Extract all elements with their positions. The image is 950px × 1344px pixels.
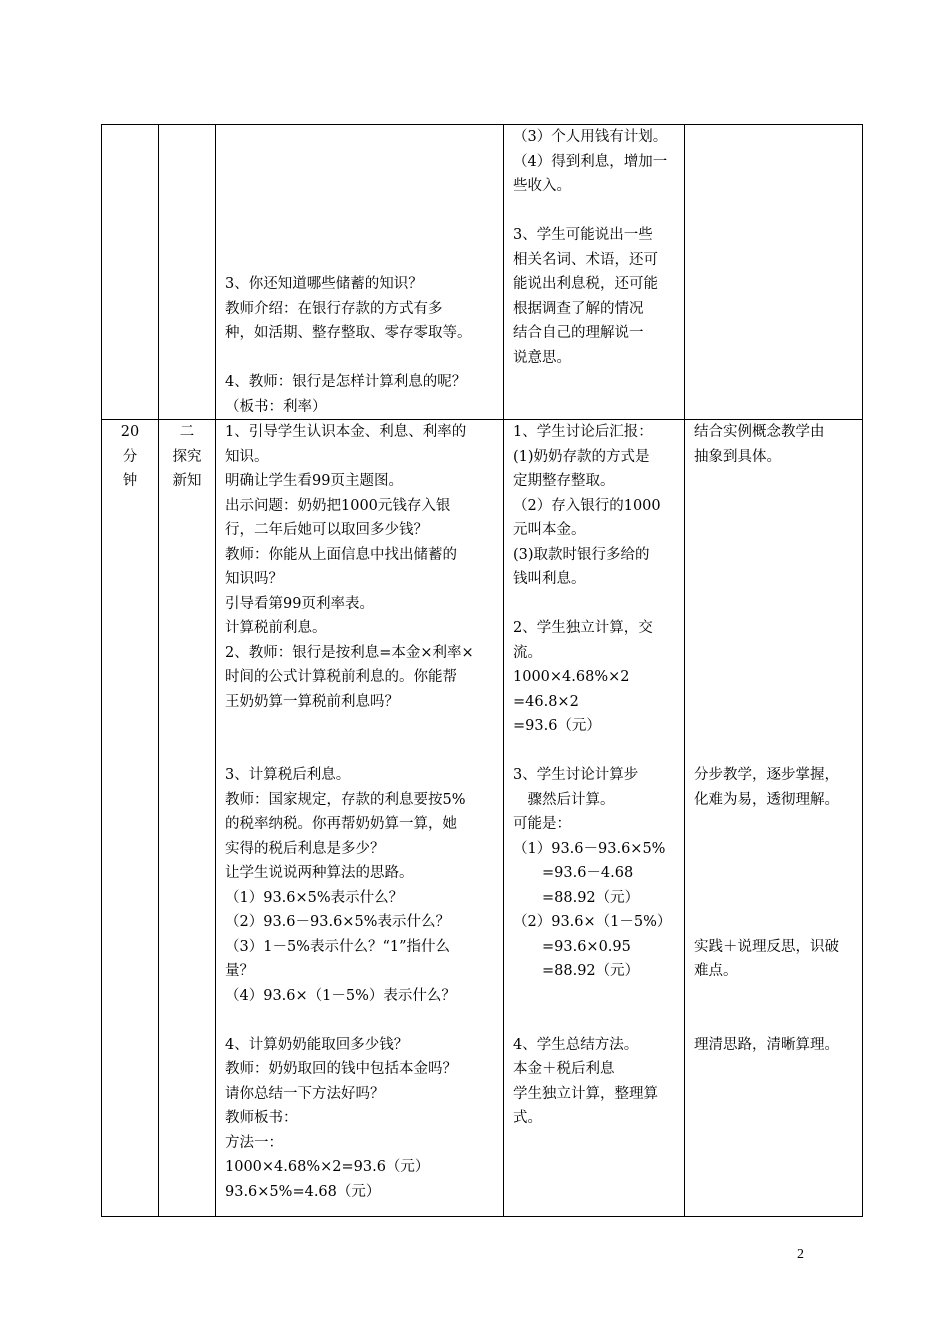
blank-line xyxy=(225,248,498,273)
table-row xyxy=(102,125,863,420)
text-line: 探究 xyxy=(172,448,202,465)
text-line: （1）93.6×5%表示什么？ xyxy=(225,889,404,906)
blank-line xyxy=(225,346,498,371)
text-line: 王奶奶算一算税前利息吗？ xyxy=(225,693,399,710)
stage-cell xyxy=(159,125,216,420)
time-cell xyxy=(102,125,159,420)
text-line: 请你总结一下方法好吗？ xyxy=(225,1085,385,1102)
text-line: 3、计算税后利息。 xyxy=(225,767,351,783)
text-line: （3）1－5%表示什么？“1”指什么 xyxy=(225,938,451,955)
text-line: 二 xyxy=(179,424,195,440)
text-line: 些收入。 xyxy=(513,178,571,194)
blank-line xyxy=(694,1008,857,1033)
text-line: 教师：国家规定，存款的利息要按5% xyxy=(225,791,466,808)
text-line: 计算税前利息。 xyxy=(225,620,327,636)
text-line: 方法一： xyxy=(225,1134,283,1151)
text-line: 量？ xyxy=(225,963,254,979)
blank-line xyxy=(225,125,498,150)
text-line: 结合自己的理解说一 xyxy=(513,325,644,341)
text-line: =88.92（元） xyxy=(513,963,640,979)
text-line: 学生独立计算，整理算 xyxy=(513,1085,658,1102)
text-line: 教师：你能从上面信息中找出储蓄的 xyxy=(225,546,457,563)
blank-line xyxy=(694,518,857,543)
blank-line xyxy=(694,812,857,837)
text-line: 引导看第99页利率表。 xyxy=(225,595,374,612)
text-line: 根据调查了解的情况 xyxy=(513,300,644,317)
text-line: 元叫本金。 xyxy=(513,522,586,538)
text-line: 1、学生讨论后汇报： xyxy=(513,424,653,440)
text-line: 明确让学生看99页主题图。 xyxy=(225,473,403,489)
blank-line xyxy=(694,739,857,764)
blank-line xyxy=(225,199,498,224)
text-line: （板书：利率） xyxy=(225,398,327,415)
text-line: 1、引导学生认识本金、利息、利率的 xyxy=(225,424,467,440)
text-line: (3)取款时银行多给的 xyxy=(513,546,650,563)
blank-line xyxy=(225,150,498,175)
text-line: 的税率纳税。你再帮奶奶算一算，她 xyxy=(225,816,457,832)
text-line: 教师板书： xyxy=(225,1110,298,1126)
text-line: 钟 xyxy=(122,473,138,489)
blank-line xyxy=(694,616,857,641)
text-line: 教师：奶奶取回的钱中包括本金吗？ xyxy=(225,1061,457,1077)
text-line: 式。 xyxy=(513,1110,542,1126)
text-line: 结合实例概念教学由 xyxy=(694,424,825,440)
blank-line xyxy=(694,469,857,494)
text-line: 3、你还知道哪些储蓄的知识？ xyxy=(225,276,423,292)
text-line: =88.92（元） xyxy=(513,889,640,906)
text-line: =46.8×2 xyxy=(513,693,579,710)
blank-line xyxy=(513,984,679,1009)
blank-line xyxy=(225,174,498,199)
text-line: 理清思路，清晰算理。 xyxy=(694,1036,839,1053)
text-line: （4）得到利息，增加一 xyxy=(513,153,668,170)
blank-line xyxy=(694,886,857,911)
blank-line xyxy=(694,641,857,666)
text-line: 1000×4.68%×2=93.6（元） xyxy=(225,1159,430,1175)
text-line: 行，二年后她可以取回多少钱？ xyxy=(225,522,428,538)
student-activity-cell xyxy=(504,125,685,420)
text-line: 分步教学，逐步掌握， xyxy=(694,767,839,783)
blank-line xyxy=(694,494,857,519)
design-intent-cell xyxy=(685,420,863,1217)
text-line: 定期整存整取。 xyxy=(513,473,615,489)
blank-line xyxy=(513,1008,679,1033)
text-line: 骤然后计算。 xyxy=(513,791,615,808)
text-line: 抽象到具体。 xyxy=(694,448,781,465)
blank-line xyxy=(694,690,857,715)
text-line: =93.6－4.68 xyxy=(513,865,634,881)
text-line: 3、学生讨论计算步 xyxy=(513,767,639,783)
stage-cell xyxy=(159,420,216,1217)
blank-line xyxy=(694,567,857,592)
blank-line xyxy=(513,592,679,617)
blank-line xyxy=(694,714,857,739)
text-line: 3、学生可能说出一些 xyxy=(513,227,653,243)
text-line: 2、学生独立计算，交 xyxy=(513,620,653,636)
table-row xyxy=(102,420,863,1217)
text-line: 实得的税后利息是多少？ xyxy=(225,840,385,857)
text-line: 相关名词、术语，还可 xyxy=(513,251,658,268)
blank-line xyxy=(694,910,857,935)
text-line: 新知 xyxy=(172,473,202,489)
text-line: （2）93.6×（1－5%） xyxy=(513,914,672,930)
blank-line xyxy=(694,984,857,1009)
text-line: 流。 xyxy=(513,644,542,661)
text-line: （2）存入银行的1000 xyxy=(513,497,661,514)
design-intent-cell xyxy=(685,125,863,420)
text-line: 知识吗？ xyxy=(225,571,283,587)
time-cell xyxy=(102,420,159,1217)
blank-line xyxy=(694,665,857,690)
text-line: 说意思。 xyxy=(513,349,571,366)
blank-line xyxy=(225,223,498,248)
blank-line xyxy=(225,714,498,739)
text-line: 4、教师：银行是怎样计算利息的呢？ xyxy=(225,374,467,390)
blank-line xyxy=(694,861,857,886)
text-line: 种，如活期、整存整取、零存零取等。 xyxy=(225,325,472,341)
text-line: 能说出利息税，还可能 xyxy=(513,276,658,292)
text-line: =93.6×0.95 xyxy=(513,938,631,955)
text-line: 93.6×5%=4.68（元） xyxy=(225,1183,381,1200)
text-line: 可能是： xyxy=(513,816,571,832)
teacher-activity-cell xyxy=(216,125,504,420)
blank-line xyxy=(225,739,498,764)
text-line: =93.6（元） xyxy=(513,718,601,734)
blank-line xyxy=(694,543,857,568)
student-activity-cell xyxy=(504,420,685,1217)
blank-line xyxy=(694,837,857,862)
text-line: 教师介绍：在银行存款的方式有多 xyxy=(225,300,443,317)
text-line: 本金＋税后利息 xyxy=(513,1061,615,1077)
text-line: 钱叫利息。 xyxy=(513,571,586,587)
text-line: 难点。 xyxy=(694,963,738,979)
text-line: （3）个人用钱有计划。 xyxy=(513,129,668,145)
text-line: (1)奶奶存款的方式是 xyxy=(513,448,650,465)
text-line: （2）93.6－93.6×5%表示什么？ xyxy=(225,914,450,930)
page-number: 2 xyxy=(797,1247,804,1262)
teacher-activity-cell xyxy=(216,420,504,1217)
text-line: （1）93.6－93.6×5% xyxy=(513,840,666,857)
text-line: 知识。 xyxy=(225,448,269,465)
text-line: （4）93.6×（1－5%）表示什么？ xyxy=(225,987,456,1004)
text-line: 出示问题：奶奶把1000元钱存入银 xyxy=(225,497,451,514)
blank-line xyxy=(513,199,679,224)
blank-line xyxy=(225,1008,498,1033)
text-line: 让学生说说两种算法的思路。 xyxy=(225,865,414,881)
lesson-plan-table xyxy=(101,124,863,1217)
text-line: 20 xyxy=(120,424,140,440)
text-line: 1000×4.68%×2 xyxy=(513,669,630,685)
blank-line xyxy=(513,739,679,764)
text-line: 2、教师：银行是按利息=本金×利率× xyxy=(225,644,474,661)
blank-line xyxy=(694,592,857,617)
text-line: 4、学生总结方法。 xyxy=(513,1036,639,1053)
text-line: 实践＋说理反思，识破 xyxy=(694,938,839,955)
text-line: 分 xyxy=(122,448,138,465)
text-line: 化难为易，透彻理解。 xyxy=(694,791,839,808)
text-line: 4、计算奶奶能取回多少钱？ xyxy=(225,1036,409,1053)
text-line: 时间的公式计算税前利息的。你能帮 xyxy=(225,669,457,685)
